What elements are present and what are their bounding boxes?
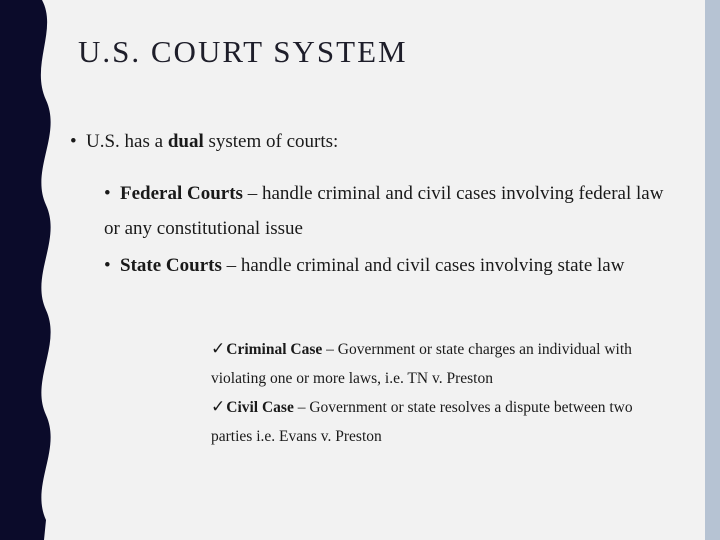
bullet-icon: • — [70, 131, 77, 152]
bullet-state-courts: • State Courts – handle criminal and civil cases involving state law — [104, 255, 625, 276]
bullet-icon: • — [104, 255, 111, 276]
slide-title: U.S. COURT SYSTEM — [78, 34, 408, 69]
decorative-left-band — [0, 0, 60, 540]
check-icon: ✓ — [211, 397, 226, 416]
bullet-icon: • — [104, 183, 111, 204]
check-icon: ✓ — [211, 339, 226, 358]
note-civil-case: ✓Civil Case – Government or state resolves a dispute between two parties i.e. Evans v. Preston — [211, 397, 633, 445]
note-criminal-case: ✓Criminal Case – Government or state charges an individual with violating one or more laws, i.e. TN v. Preston — [211, 339, 632, 387]
bullet-dual-system: • U.S. has a dual system of courts: — [70, 131, 339, 152]
bullet-federal-courts: • Federal Courts – handle criminal and civil cases involving federal law or any constitutional issue — [104, 176, 664, 246]
decorative-right-strip — [705, 0, 720, 540]
